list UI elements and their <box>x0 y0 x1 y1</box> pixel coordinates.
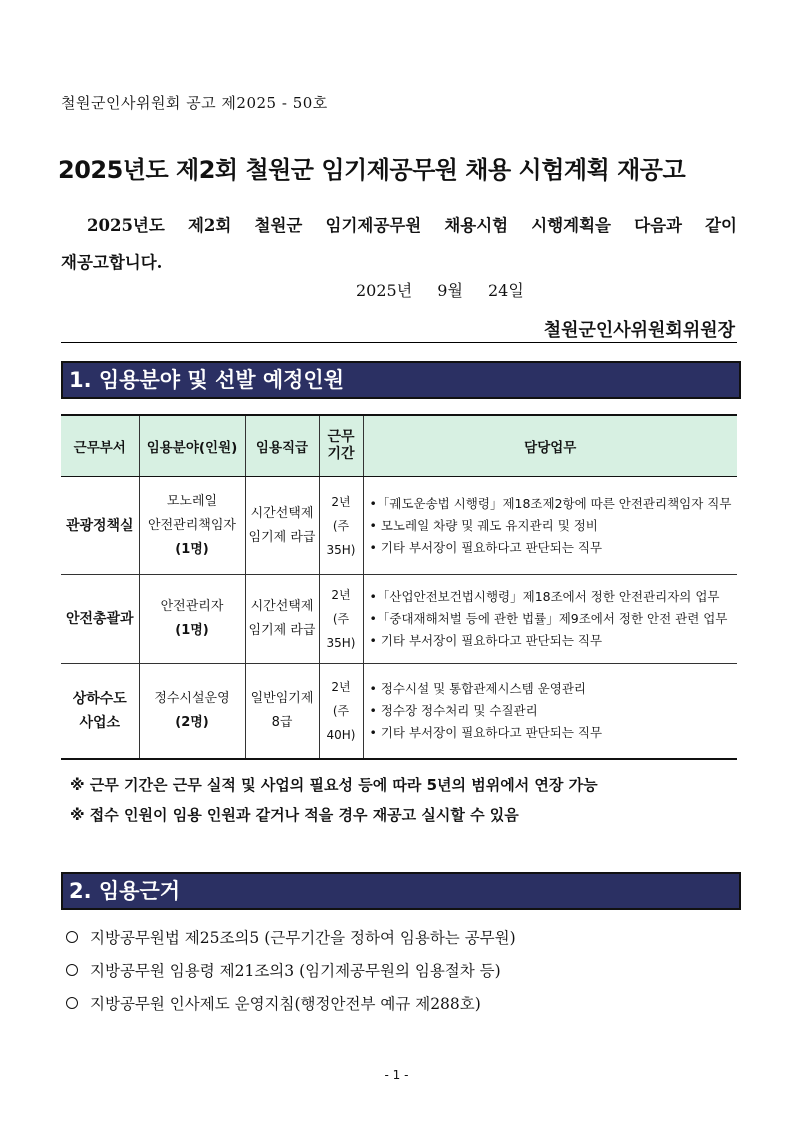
list-item <box>66 955 516 988</box>
field-cell <box>139 664 245 760</box>
intro-line-1: 2025년도 제2회 철원군 임기제공무원 채용시험 시행계획을 다음과 같이 <box>87 216 737 235</box>
duty-item: • 모노레일 차량 및 궤도 유지관리 및 정비 <box>369 517 598 533</box>
period-cell <box>319 575 363 664</box>
circle-bullet-icon <box>66 997 78 1009</box>
period-line-2: (주35H) <box>326 518 356 557</box>
dept-line-1: 안전총괄과 <box>65 611 134 627</box>
header-period <box>319 415 363 477</box>
header-dept: 근무부서 <box>61 415 139 477</box>
duty-item: • 기타 부서장이 필요하다고 판단되는 직무 <box>369 539 603 555</box>
grade-line-2: 임기제 라급 <box>248 623 316 638</box>
duties-cell <box>363 575 737 664</box>
dept-line-1: 관광정책실 <box>65 517 134 534</box>
intro-paragraph <box>61 207 737 281</box>
recruitment-table <box>61 414 737 760</box>
basis-item-text: 지방공무원법 제25조의5 (근무기간을 정하여 임용하는 공무원) <box>90 929 516 947</box>
grade-cell <box>245 477 319 575</box>
headcount: (2명) <box>175 715 209 730</box>
circle-bullet-icon <box>66 931 78 943</box>
header-duties: 담당업무 <box>363 415 737 477</box>
header-field: 임용분야(인원) <box>139 415 245 477</box>
period-line-1: 2년 <box>331 588 351 602</box>
section-2-heading: 2. 임용근거 <box>61 872 741 910</box>
grade-cell <box>245 575 319 664</box>
dept-line-2: 사업소 <box>79 715 121 731</box>
period-cell <box>319 664 363 760</box>
field-line-1: 정수시설운영 <box>154 691 230 706</box>
period-line-1: 2년 <box>331 494 351 509</box>
table-row <box>61 575 737 664</box>
table-row <box>61 477 737 575</box>
duty-item: • 기타 부서장이 필요하다고 판단되는 직무 <box>369 725 603 740</box>
note-readvertise: ※ 접수 인원이 임용 인원과 같거나 적을 경우 재공고 실시할 수 있음 <box>70 806 519 824</box>
duty-item: • 기타 부서장이 필요하다고 판단되는 직무 <box>369 633 603 648</box>
duty-item: •「중대재해처벌 등에 관한 법률」제9조에서 정한 안전 관련 업무 <box>369 611 728 626</box>
table-header-row <box>61 415 737 477</box>
basis-item-text: 지방공무원 임용령 제21조의3 (임기제공무원의 임용절차 등) <box>90 962 501 980</box>
period-cell <box>319 477 363 575</box>
headcount: (1명) <box>175 623 209 638</box>
headcount: (1명) <box>175 541 209 557</box>
section-1-heading: 1. 임용분야 및 선발 예정인원 <box>61 361 741 399</box>
field-cell <box>139 477 245 575</box>
table-row <box>61 664 737 760</box>
duty-item: •「산업안전보건법시행령」제18조에서 정한 안전관리자의 업무 <box>369 589 720 604</box>
duties-cell <box>363 664 737 760</box>
dept-cell <box>61 575 139 664</box>
grade-cell <box>245 664 319 760</box>
signer: 철원군인사위원회위원장 <box>543 320 735 341</box>
dept-line-1: 상하수도 <box>72 691 127 707</box>
list-item <box>66 988 516 1021</box>
grade-line-1: 시간선택제 <box>250 599 314 614</box>
duty-item: • 정수장 정수처리 및 수질관리 <box>369 703 538 718</box>
list-item <box>66 922 516 955</box>
duties-cell <box>363 477 737 575</box>
grade-line-2: 8급 <box>271 715 293 730</box>
field-cell <box>139 575 245 664</box>
field-line-1: 안전관리자 <box>160 599 224 614</box>
dept-cell <box>61 477 139 575</box>
dept-cell <box>61 664 139 760</box>
header-rule <box>61 342 737 343</box>
duty-item: •「궤도운송법 시행령」제18조제2항에 따른 안전관리책임자 직무 <box>369 495 732 511</box>
grade-line-2: 임기제 라급 <box>248 529 316 545</box>
notice-date: 2025년 9월 24일 <box>356 281 524 300</box>
basis-item-text: 지방공무원 인사제도 운영지침(행정안전부 예규 제288호) <box>90 995 481 1013</box>
header-grade: 임용직급 <box>245 415 319 477</box>
table-notes <box>70 770 598 830</box>
period-line-2: (주35H) <box>326 612 356 650</box>
grade-line-1: 시간선택제 <box>250 505 314 521</box>
period-line-2: (주40H) <box>326 704 356 742</box>
grade-line-1: 일반임기제 <box>250 691 314 706</box>
period-line-1: 2년 <box>331 680 351 694</box>
field-line-2: 안전관리책임자 <box>148 517 236 533</box>
intro-line-2: 재공고합니다. <box>61 253 163 272</box>
circle-bullet-icon <box>66 964 78 976</box>
field-line-1: 모노레일 <box>166 493 218 509</box>
duty-item: • 정수시설 및 통합관제시스템 운영관리 <box>369 681 586 696</box>
page-title: 2025년도 제2회 철원군 임기제공무원 채용 시험계획 재공고 <box>58 156 686 184</box>
header-period-line-1: 근무 <box>327 429 355 445</box>
legal-basis-list <box>66 922 516 1021</box>
header-period-line-2: 기간 <box>327 446 355 462</box>
note-extension: ※ 근무 기간은 근무 실적 및 사업의 필요성 등에 따라 5년의 범위에서 연장 가능 <box>70 776 598 794</box>
page-number: - 1 - <box>384 1068 409 1082</box>
notice-number: 철원군인사위원회 공고 제2025 - 50호 <box>61 94 328 112</box>
